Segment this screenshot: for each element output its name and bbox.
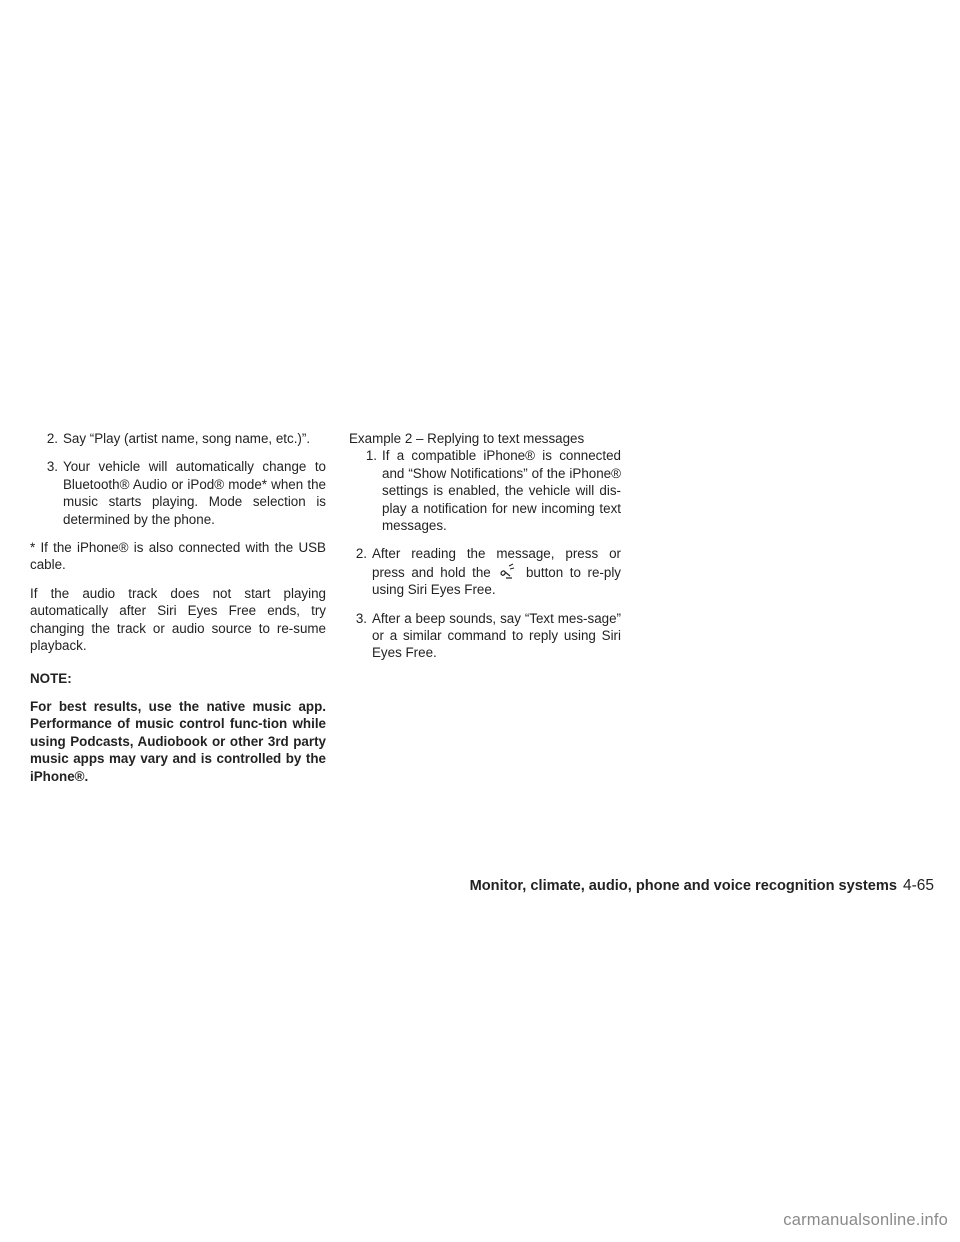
watermark: carmanualsonline.info	[783, 1211, 948, 1229]
right-column	[349, 430, 621, 673]
step-text: Your vehicle will automatically change to Bluetooth® Audio or iPod® mode* when the music starts playing. Mode selection is determined by the phone.	[63, 459, 326, 527]
step-number: 2.	[355, 546, 367, 562]
step-2-play	[30, 430, 326, 447]
left-column	[30, 430, 326, 785]
page-footer	[426, 877, 934, 895]
step-number: 3.	[46, 459, 58, 475]
step-text: After a beep sounds, say “Text mes-sage” or a similar command to reply using Siri Eyes Free.	[372, 610, 621, 661]
note-text: For best results, use the native music app. Performance of music control func-tion while using Podcasts, Audiobook or other 3rd party music apps may vary and is controlled by the iPhone®.	[30, 698, 326, 784]
step-number: 2.	[46, 431, 58, 446]
step-text-before: After reading the message, press or press and hold the	[372, 546, 621, 580]
step-text	[372, 545, 621, 598]
step-text: If a compatible iPhone® is connected and “Show Notifications” of the iPhone® settings is enabled, the vehicle will dis-play a notification for new incoming text messages.	[382, 448, 621, 534]
step-number: 3.	[355, 610, 367, 626]
step-1-notification	[349, 447, 621, 534]
step-text-after: button to re-ply using Siri Eyes Free.	[372, 564, 621, 598]
note-heading: NOTE:	[30, 671, 72, 687]
step-text: Say “Play (artist name, song name, etc.)”.	[63, 431, 311, 446]
step-3-text-message	[349, 610, 621, 662]
page-number: 4-65	[902, 877, 934, 894]
step-2-press-button	[349, 545, 621, 598]
section-title: Monitor, climate, audio, phone and voice recognition systems	[469, 878, 897, 894]
step-number: 1.	[365, 448, 377, 464]
example-heading: Example 2 – Replying to text messages	[349, 431, 585, 446]
footnote: * If the iPhone® is also connected with the USB cable.	[30, 540, 326, 573]
step-3-auto-change	[30, 458, 326, 528]
playback-paragraph: If the audio track does not start playing automatically after Siri Eyes Free ends, try changing the track or audio source to re-sume playback.	[30, 585, 326, 654]
voice-command-icon	[497, 563, 519, 579]
